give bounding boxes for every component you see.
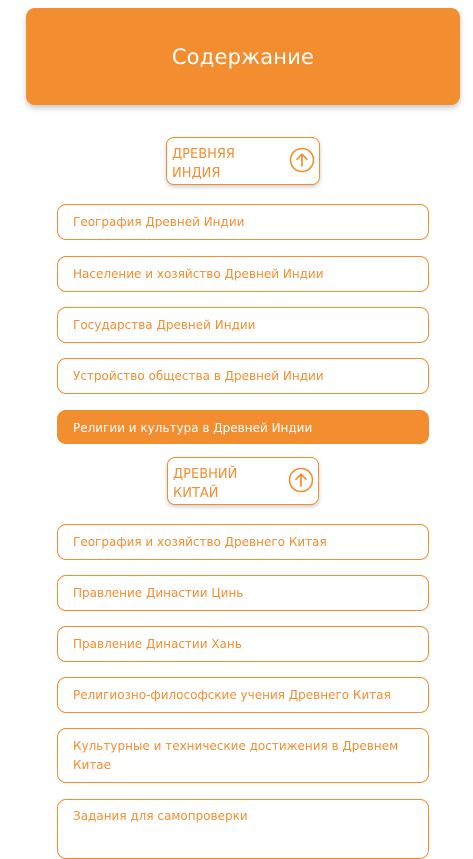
item-label: Религии и культура в Древней Индии <box>73 421 313 435</box>
item-label: География и хозяйство Древнего Китая <box>73 535 327 549</box>
list-item-india-geography[interactable] <box>57 204 429 240</box>
item-label: Устройство общества в Древней Индии <box>73 369 324 383</box>
list-item-china-han[interactable] <box>57 626 429 662</box>
list-item-china-self-test[interactable] <box>57 799 429 859</box>
item-label: Религиозно-философские учения Древнего Китая <box>73 688 391 702</box>
list-item-china-qin[interactable] <box>57 575 429 611</box>
page-title: Содержание <box>171 44 315 69</box>
arrow-up-circle-icon[interactable] <box>288 467 314 493</box>
item-label: Задания для самопроверки <box>73 809 248 823</box>
list-item-india-religion-active[interactable] <box>57 410 429 444</box>
list-item-china-geography[interactable] <box>57 524 429 560</box>
item-label: Правление Династии Цинь <box>73 586 244 600</box>
list-item-india-society[interactable] <box>57 358 429 394</box>
section-label: ДРЕВНИЙ КИТАЙ <box>173 467 238 501</box>
arrow-up-circle-icon[interactable] <box>289 147 315 173</box>
list-item-india-population[interactable] <box>57 256 429 292</box>
item-label: Культурные и технические достижения в Древнем Китае <box>73 739 399 772</box>
contents-header <box>26 8 460 105</box>
item-label: География Древней Индии <box>73 215 245 229</box>
item-label: Правление Династии Хань <box>73 637 242 651</box>
list-item-china-achievements[interactable] <box>57 728 429 783</box>
section-toggle-ancient-india[interactable] <box>166 137 320 185</box>
section-label: ДРЕВНЯЯ ИНДИЯ <box>172 147 235 181</box>
list-item-china-philosophy[interactable] <box>57 677 429 713</box>
section-toggle-ancient-china[interactable] <box>167 457 319 505</box>
item-label: Население и хозяйство Древней Индии <box>73 267 324 281</box>
list-item-india-states[interactable] <box>57 307 429 343</box>
item-label: Государства Древней Индии <box>73 318 256 332</box>
